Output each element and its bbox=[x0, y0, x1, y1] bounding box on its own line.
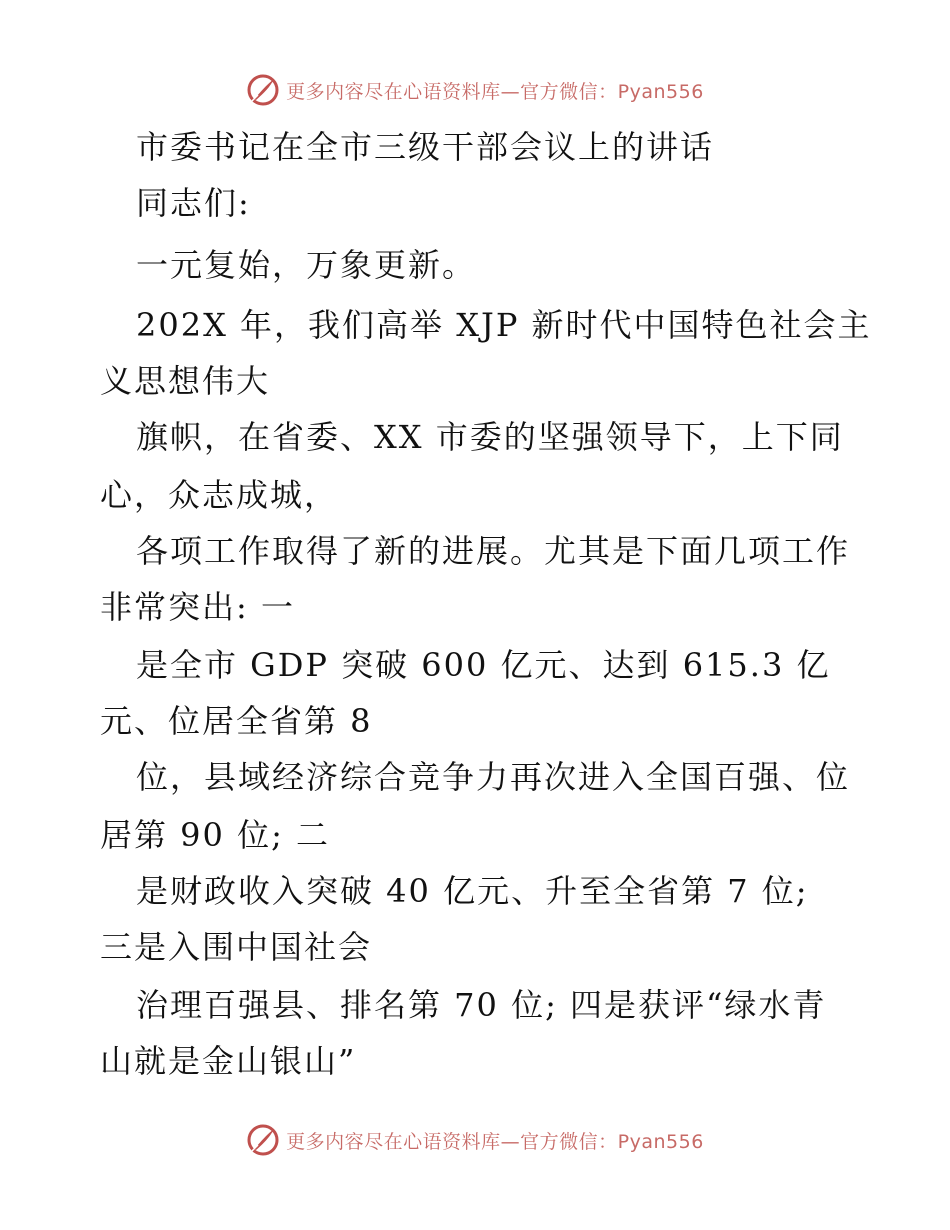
doc-line: 元、位居全省第 8 bbox=[100, 702, 373, 740]
doc-title: 市委书记在全市三级干部会议上的讲话 bbox=[136, 128, 715, 166]
footer-watermark-banner bbox=[0, 1120, 950, 1160]
feather-pen-logo-icon bbox=[246, 1123, 280, 1157]
header-watermark-banner bbox=[0, 70, 950, 110]
header-banner-text: 更多内容尽在心语资料库—官方微信：Pyan556 bbox=[286, 80, 704, 103]
doc-line: 是全市 GDP 突破 600 亿元、达到 615.3 亿 bbox=[136, 646, 831, 684]
doc-line: 是财政收入突破 40 亿元、升至全省第 7 位; bbox=[136, 872, 809, 910]
footer-banner-text: 更多内容尽在心语资料库—官方微信：Pyan556 bbox=[286, 1130, 704, 1153]
doc-line: 山就是金山银山” bbox=[100, 1042, 357, 1080]
doc-salutation: 同志们: bbox=[136, 184, 251, 222]
doc-line: 旗帜，在省委、XX 市委的坚强领导下，上下同 bbox=[136, 418, 844, 456]
doc-line: 心，众志成城， bbox=[100, 476, 339, 514]
doc-line: 各项工作取得了新的进展。尤其是下面几项工作 bbox=[136, 532, 851, 570]
header-banner-content bbox=[246, 73, 704, 107]
footer-banner-content bbox=[246, 1123, 704, 1157]
doc-line: 非常突出: 一 bbox=[100, 588, 295, 626]
doc-line: 位，县域经济综合竞争力再次进入全国百强、位 bbox=[136, 758, 851, 796]
feather-pen-logo-icon bbox=[246, 73, 280, 107]
doc-line: 居第 90 位; 二 bbox=[100, 816, 331, 854]
doc-line: 三是入围中国社会 bbox=[100, 928, 373, 966]
doc-line: 一元复始，万象更新。 bbox=[136, 246, 477, 284]
doc-line: 治理百强县、排名第 70 位; 四是获评“绿水青 bbox=[136, 986, 827, 1024]
doc-line: 义思想伟大 bbox=[100, 362, 271, 400]
doc-line: 202X 年，我们高举 XJP 新时代中国特色社会主 bbox=[136, 306, 872, 344]
